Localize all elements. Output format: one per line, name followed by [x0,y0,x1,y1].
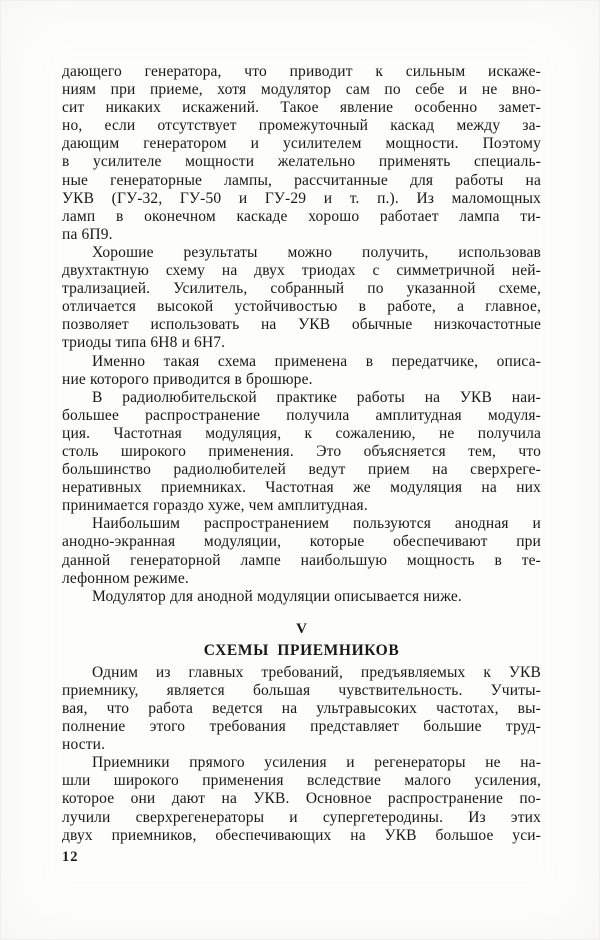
text-line: триоды типа 6Н8 и 6Н7. [62,334,226,352]
text-line: ные генераторные лампы, рассчитанные для работы на [62,171,541,189]
text-line: данной генераторной лампе наибольшую мощность в те- [62,551,541,569]
text-line: дающим генератором и усилителем мощности. Поэтому [62,135,541,153]
text-line: столь широкого применения. Это объясняется тем, что [62,442,541,460]
paragraph [62,754,541,844]
text-line: Хорошие результаты можно получить, использовав [92,243,541,261]
text-line: ция. Частотная модуляция, к сожалению, не получила [62,424,541,442]
text-line: ние которого приводится в брошюре. [62,370,313,388]
paragraph [62,664,541,754]
text-line: неративных приемниках. Частотная же модуляция на них [62,479,541,497]
text-line: дающего генератора, что приводит к сильным искаже- [62,63,541,80]
paragraph [62,389,541,516]
text-line: но, если отсутствует промежуточный каскад между за- [62,117,541,135]
page-number: 12 [62,849,79,865]
text-line: Наибольшим распространением пользуются анодная и [92,515,541,533]
chapter-title: СХЕМЫ ПРИЕМНИКОВ [203,641,400,659]
text-line: Приемники прямого усиления и регенераторы не на- [92,754,541,772]
text-line: в усилителе мощности желательно применять специаль- [62,153,541,171]
text-line: большее распространение получила амплитудная модуля- [62,406,541,424]
text-line: позволяет использовать на УКВ обычные низкочастотные [62,316,541,334]
text-line: Модулятор для анодной модуляции описывается ниже. [92,587,462,605]
page-text-container [62,63,541,845]
text-line: Именно такая схема применена в передатчике, описа- [92,352,541,370]
text-line: ности. [62,736,106,754]
text-line: отличается высокой устойчивостью в работе, а главное, [62,298,541,316]
text-line: приемнику, является большая чувствительность. Учиты- [62,681,541,699]
text-line: вая, что работа ведется на ультравысоких частотах, вы- [62,700,541,717]
text-line: па 6П9. [62,225,113,243]
paragraph [62,588,541,606]
chapter-number: V [296,620,307,637]
text-line: полнение этого требования представляет большие труд- [62,718,541,736]
text-line: ламп в оконечном каскаде хорошо работает лампа ти- [62,207,541,225]
text-line: лефонном режиме. [62,569,189,587]
text-line: В радиолюбительской практике работы на УКВ наи- [92,388,541,406]
text-line: которое они дают на УКВ. Основное распространение по- [62,790,541,808]
text-line: сит никаких искажений. Такое явление особенно замет- [62,99,541,117]
text-line: УКВ (ГУ-32, ГУ-50 и ГУ-29 и т. п.). Из маломощных [62,189,541,207]
text-line: двухтактную схему на двух триодах с симметричной ней- [62,262,541,280]
text-line: большинство радиолюбителей ведут прием на сверхреге- [62,461,541,479]
text-line: трализацией. Усилитель, собранный по указанной схеме, [62,280,541,298]
paragraph [62,63,541,244]
text-line: двух приемников, обеспечивающих на УКВ большое уси- [62,826,541,844]
text-line: анодно-экранная модуляции, которые обеспечивают при [62,533,541,551]
text-line: принимается гораздо хуже, чем амплитудная. [62,497,368,515]
paragraph [62,353,541,389]
paragraph [62,515,541,587]
text-line: шли широкого применения вследствие малого усиления, [62,772,541,790]
paragraph [62,244,541,353]
text-line: лучили сверхрегенераторы и супергетеродины. Из этих [62,808,541,826]
text-line: ниям при приеме, хотя модулятор сам по себе и не вно- [62,81,541,99]
text-line: Одним из главных требований, предъявляемых к УКВ [92,663,541,681]
